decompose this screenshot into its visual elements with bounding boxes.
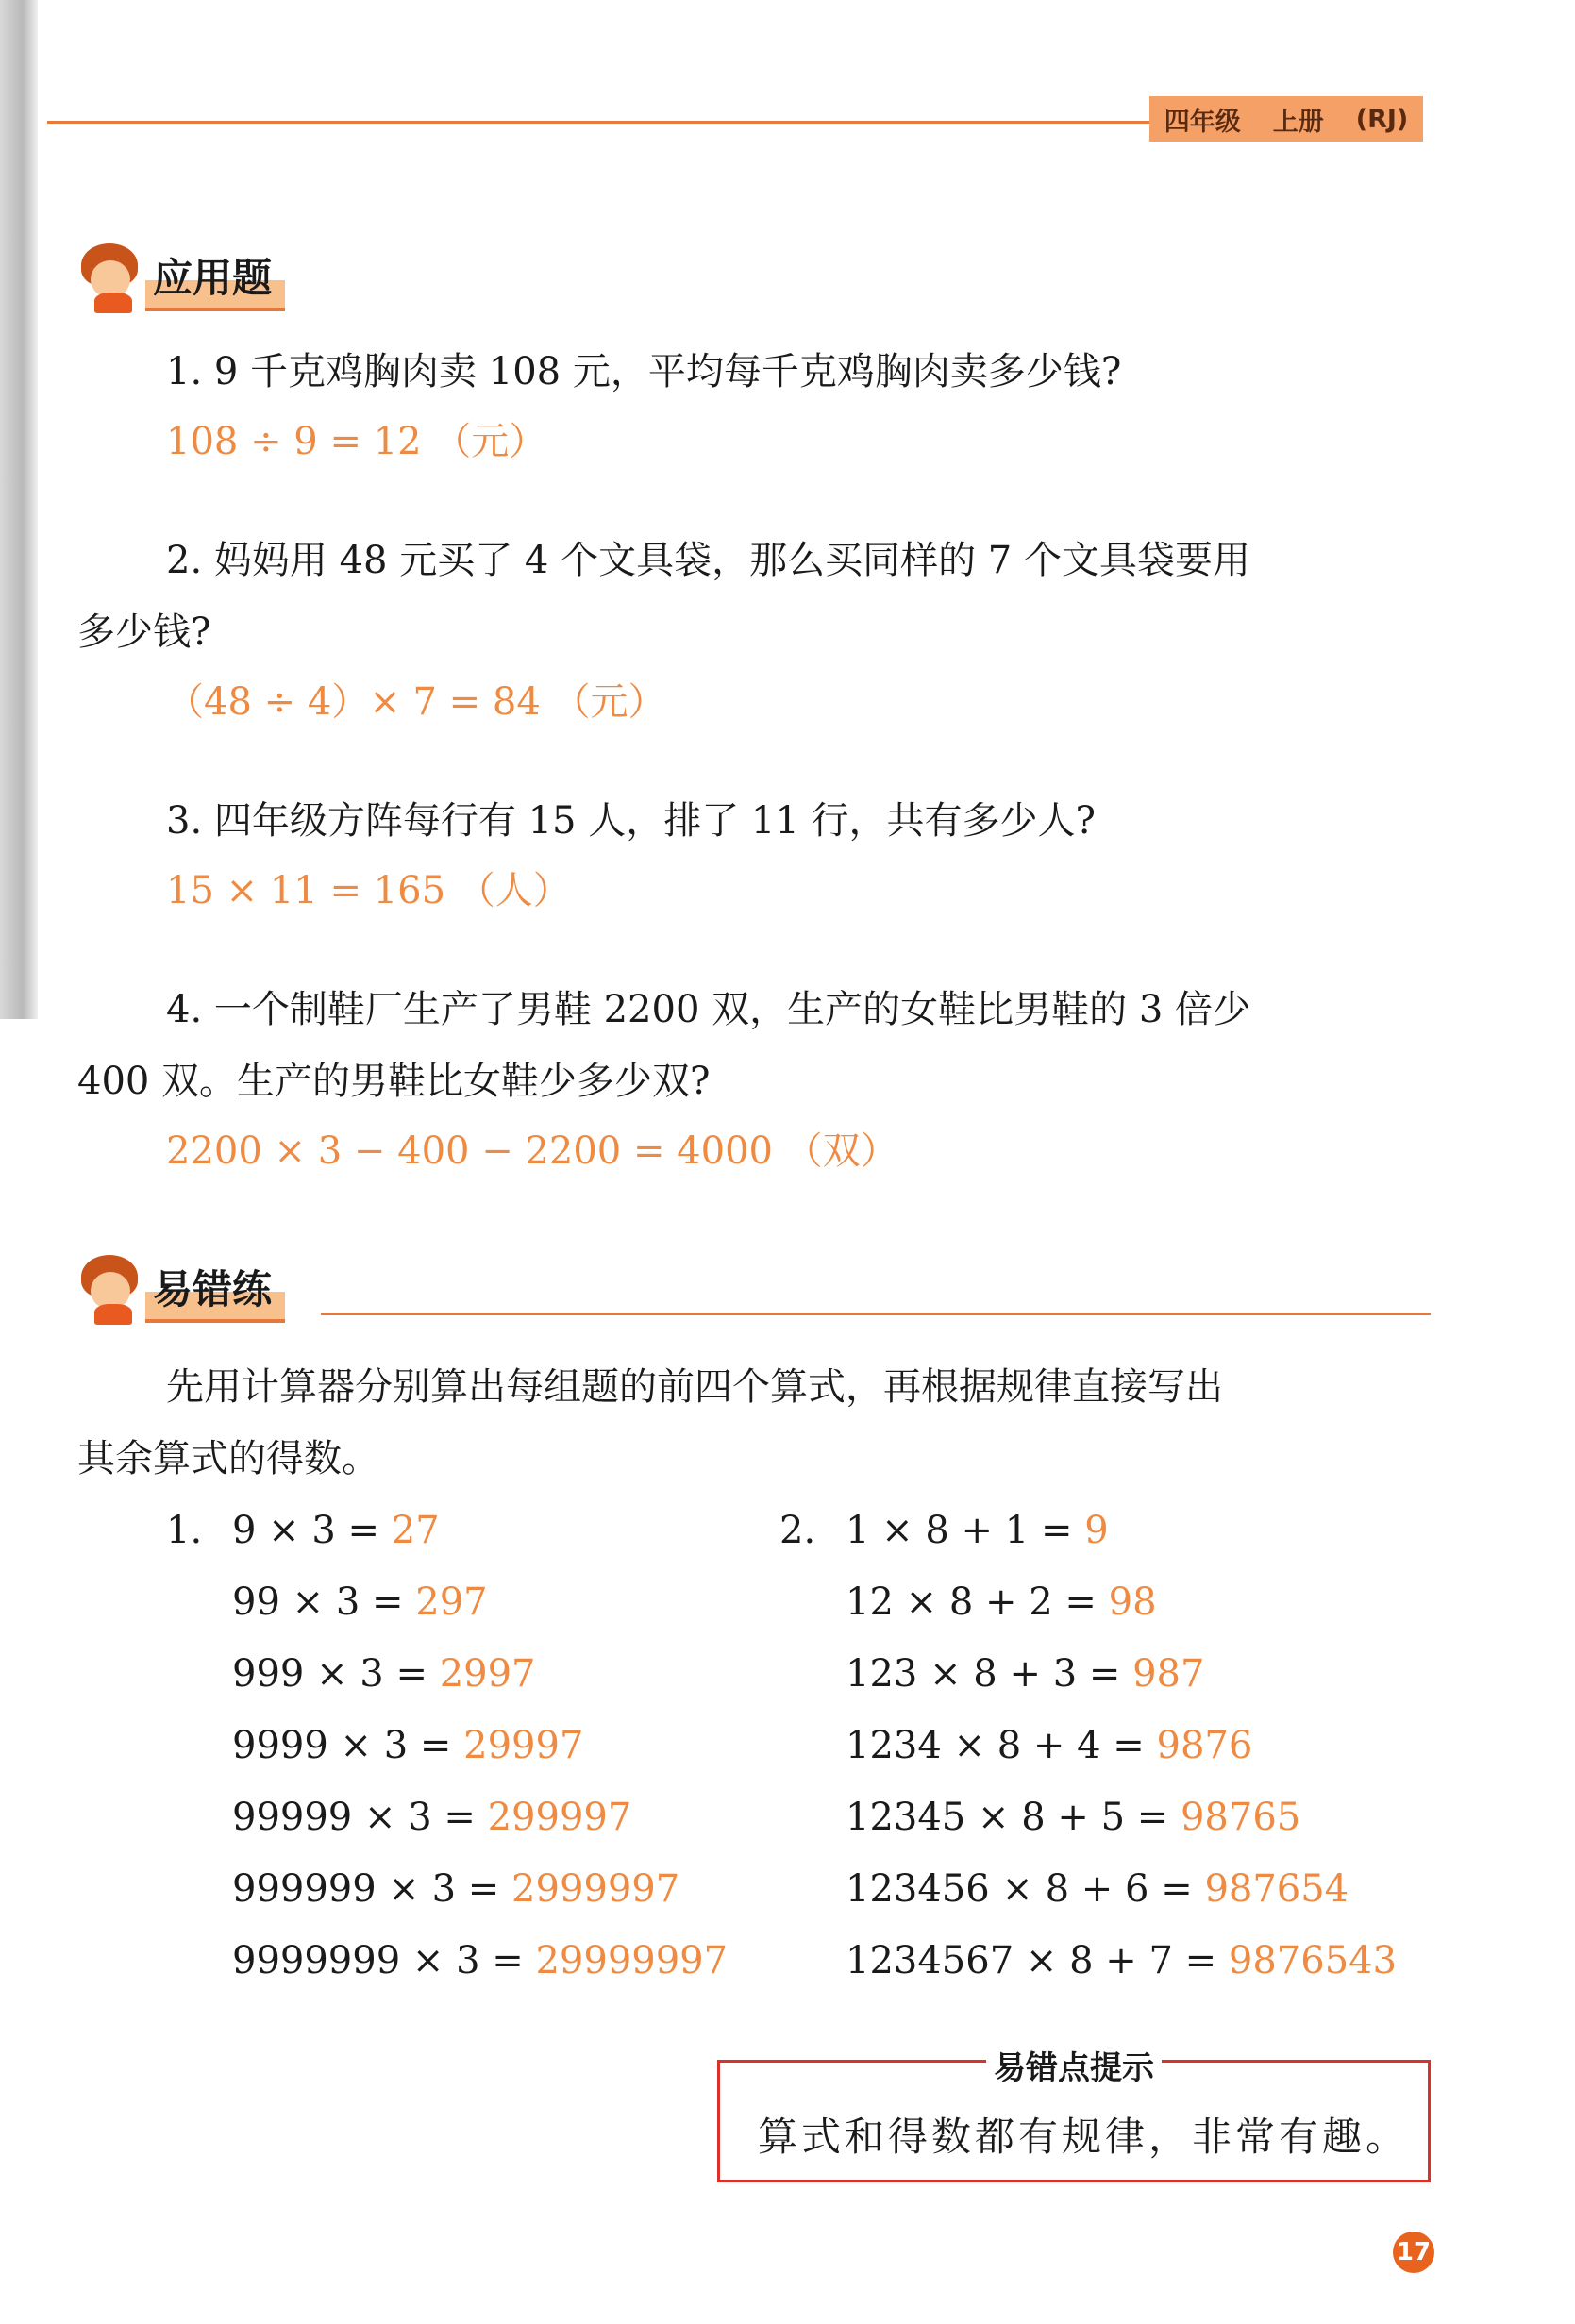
section-heading-error-practice xyxy=(77,1255,285,1323)
problem-4-answer: 2200 × 3 − 400 − 2200 = 4000 （双） xyxy=(166,1129,898,1173)
list-item: 9999 × 3 = 29997 xyxy=(232,1724,584,1767)
list-item: 999 × 3 = 2997 xyxy=(232,1652,536,1696)
hint-text: 算式和得数都有规律，非常有趣。 xyxy=(758,2114,1410,2160)
problem-3-text: 3. 四年级方阵每行有 15 人，排了 11 行，共有多少人? xyxy=(166,799,1096,843)
problem-1-answer: 108 ÷ 9 = 12 （元） xyxy=(166,420,547,463)
girl-mascot-icon xyxy=(77,1255,145,1323)
list-item: 9999999 × 3 = 29999997 xyxy=(232,1939,729,1982)
list-item: 1 × 8 + 1 = 9 xyxy=(846,1509,1109,1552)
hint-label: 易错点提示 xyxy=(986,2042,1162,2088)
problem-4-text: 4. 一个制鞋厂生产了男鞋 2200 双，生产的女鞋比男鞋的 3 倍少 xyxy=(166,988,1250,1031)
list-item: 123456 × 8 + 6 = 987654 xyxy=(846,1867,1349,1911)
group-2-label: 2. xyxy=(779,1509,816,1552)
hint-box xyxy=(717,2049,1431,2182)
section-title: 易错练 xyxy=(145,1259,285,1323)
list-item: 12345 × 8 + 5 = 98765 xyxy=(846,1796,1301,1839)
list-item: 99999 × 3 = 299997 xyxy=(232,1796,632,1839)
edition-label: (RJ) xyxy=(1355,104,1409,134)
book-spine-shadow xyxy=(0,0,38,1019)
section-heading-applied xyxy=(77,243,285,311)
section-rule xyxy=(321,1313,1431,1315)
problem-2-text: 2. 妈妈用 48 元买了 4 个文具袋，那么买同样的 7 个文具袋要用 xyxy=(166,539,1250,582)
problem-1-text: 1. 9 千克鸡胸肉卖 108 元，平均每千克鸡胸肉卖多少钱? xyxy=(166,350,1122,393)
list-item: 99 × 3 = 297 xyxy=(232,1580,488,1624)
problem-2-text-cont: 多少钱? xyxy=(77,610,211,654)
header-rule xyxy=(47,121,1151,124)
list-item: 1234 × 8 + 4 = 9876 xyxy=(846,1724,1253,1767)
list-item: 999999 × 3 = 2999997 xyxy=(232,1867,680,1911)
list-item: 9 × 3 = 27 xyxy=(232,1509,440,1552)
list-item: 1234567 × 8 + 7 = 9876543 xyxy=(846,1939,1398,1982)
section-title: 应用题 xyxy=(145,247,285,311)
page-number: 17 xyxy=(1393,2232,1434,2273)
intro-text-cont: 其余算式的得数。 xyxy=(77,1437,379,1480)
boy-mascot-icon xyxy=(77,243,145,311)
list-item: 123 × 8 + 3 = 987 xyxy=(846,1652,1205,1696)
list-item: 12 × 8 + 2 = 98 xyxy=(846,1580,1157,1624)
problem-2-answer: （48 ÷ 4）× 7 = 84 （元） xyxy=(166,680,666,724)
volume-label: 上册 xyxy=(1272,107,1324,137)
problem-3-answer: 15 × 11 = 165 （人） xyxy=(166,869,571,912)
problem-4-text-cont: 400 双。生产的男鞋比女鞋少多少双? xyxy=(77,1060,711,1103)
grade-tag xyxy=(1149,96,1423,142)
group-1-label: 1. xyxy=(166,1509,203,1552)
intro-text: 先用计算器分别算出每组题的前四个算式，再根据规律直接写出 xyxy=(166,1365,1223,1409)
grade-label: 四年级 xyxy=(1164,107,1241,137)
